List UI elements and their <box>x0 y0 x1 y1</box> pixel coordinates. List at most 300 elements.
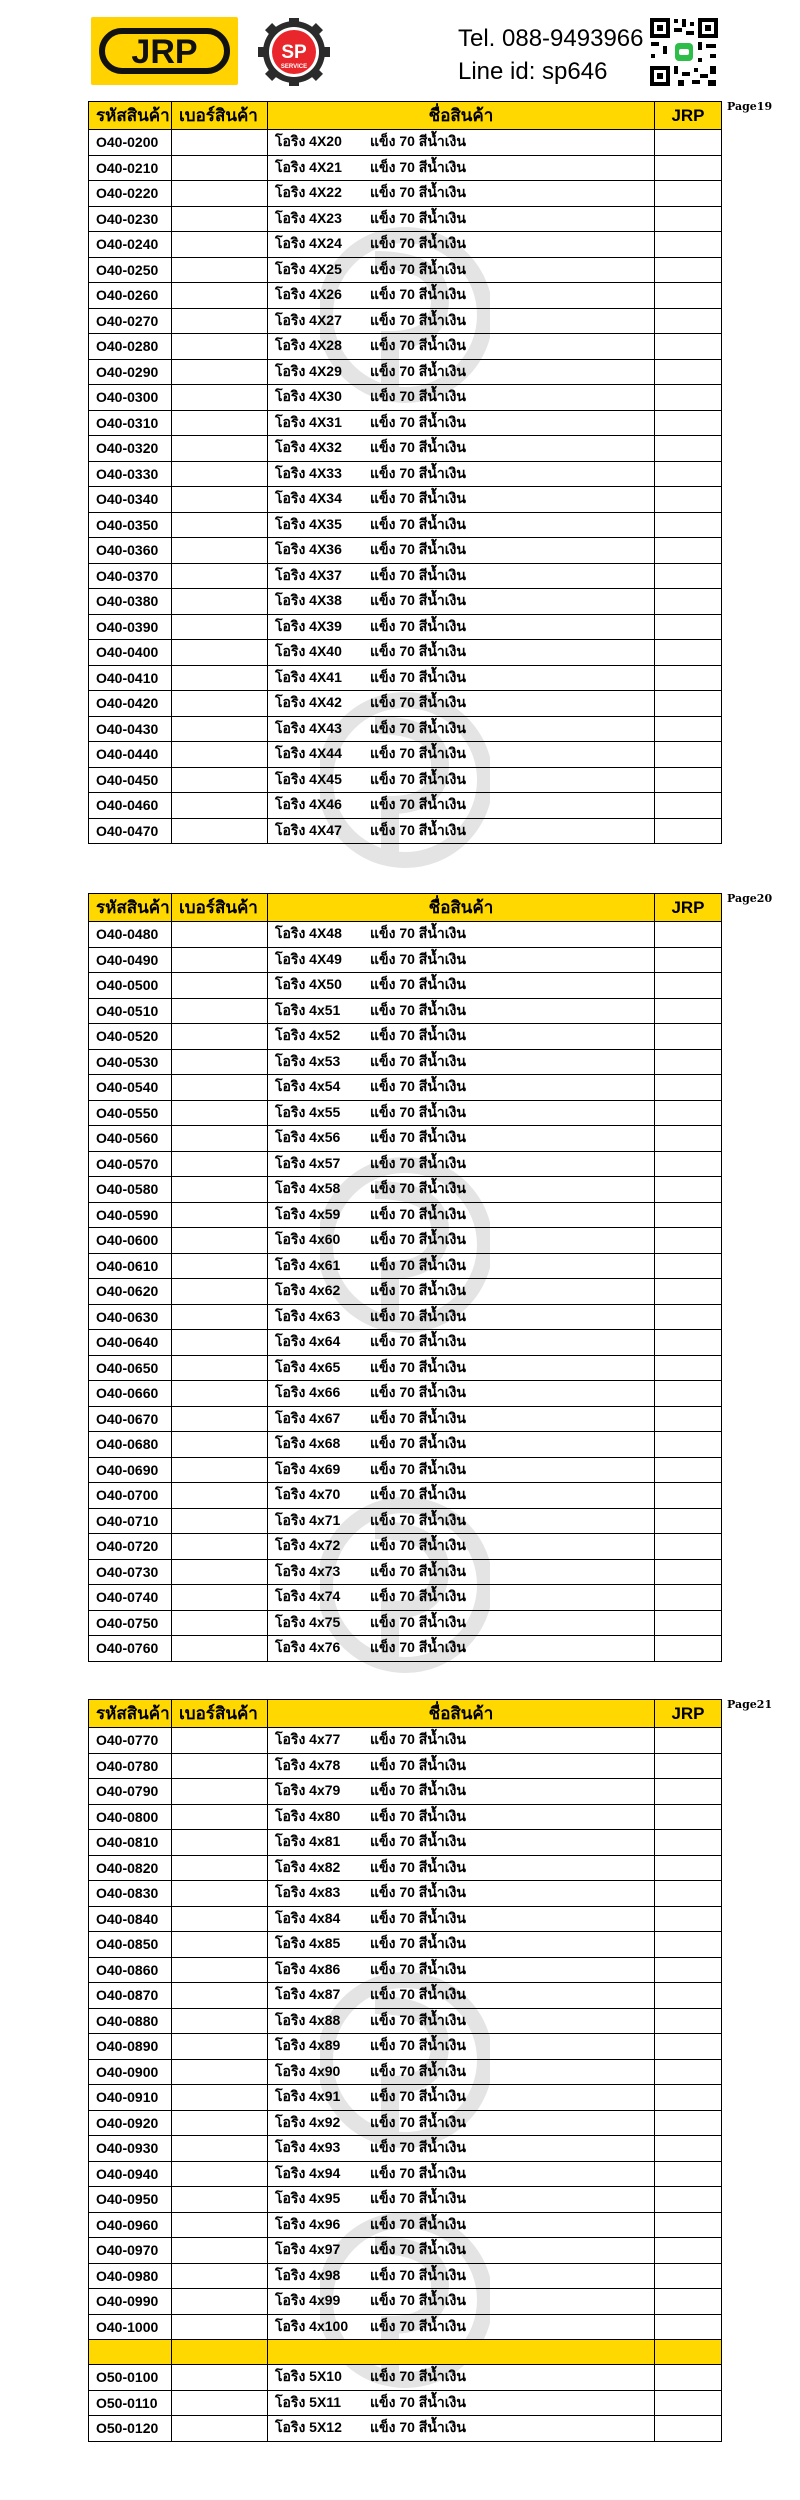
product-table-page <box>88 1699 721 2442</box>
product-code: O40-0210 <box>89 155 172 181</box>
product-code: O40-0710 <box>89 1508 172 1534</box>
jrp-value <box>655 589 722 615</box>
product-name <box>268 1177 655 1203</box>
product-code: O40-0950 <box>89 2187 172 2213</box>
product-name <box>268 998 655 1024</box>
product-name <box>268 614 655 640</box>
product-code: O40-0390 <box>89 614 172 640</box>
product-name <box>268 1075 655 1101</box>
product-code: O40-0820 <box>89 1855 172 1881</box>
product-spec: แข็ง 70 สีน้ำเงิน <box>370 2266 466 2283</box>
product-name <box>268 1355 655 1381</box>
product-spec: แข็ง 70 สีน้ำเงิน <box>370 1129 466 1146</box>
product-spec: แข็ง 70 สีน้ำเงิน <box>370 464 466 481</box>
product-code: O40-0300 <box>89 385 172 411</box>
jrp-value <box>655 1432 722 1458</box>
product-spec: แข็ง 70 สีน้ำเงิน <box>370 2368 466 2385</box>
table-row <box>89 973 722 999</box>
product-model: โอริง 4x91 <box>275 2088 341 2105</box>
jrp-value <box>655 742 722 768</box>
table-row <box>89 1228 722 1254</box>
product-model: โอริง 4x54 <box>275 1078 341 1095</box>
product-name <box>268 1304 655 1330</box>
jrp-value <box>655 1202 722 1228</box>
product-name <box>268 1508 655 1534</box>
jrp-value <box>655 716 722 742</box>
product-spec: แข็ง 70 สีน้ำเงิน <box>370 796 466 813</box>
product-model: โอริง 4X22 <box>275 184 342 201</box>
table-row <box>89 2034 722 2060</box>
column-header-jrp: JRP <box>655 102 722 130</box>
product-spec: แข็ง 70 สีน้ำเงิน <box>370 643 466 660</box>
product-model: โอริง 4X41 <box>275 668 342 685</box>
part-number <box>172 1957 268 1983</box>
part-number <box>172 563 268 589</box>
part-number <box>172 512 268 538</box>
product-code: O40-0880 <box>89 2008 172 2034</box>
product-name <box>268 589 655 615</box>
product-code: O40-0740 <box>89 1585 172 1611</box>
part-number <box>172 1177 268 1203</box>
jrp-value <box>655 2161 722 2187</box>
product-spec: แข็ง 70 สีน้ำเงิน <box>370 1782 466 1799</box>
product-spec: แข็ง 70 สีน้ำเงิน <box>370 1282 466 1299</box>
product-code: O40-0600 <box>89 1228 172 1254</box>
table-row <box>89 1126 722 1152</box>
jrp-value <box>655 998 722 1024</box>
product-code: O40-0330 <box>89 461 172 487</box>
product-name <box>268 155 655 181</box>
product-name <box>268 2263 655 2289</box>
part-number <box>172 691 268 717</box>
product-code: O40-0660 <box>89 1381 172 1407</box>
table-row <box>89 1728 722 1754</box>
product-spec: แข็ง 70 สีน้ำเงิน <box>370 133 466 150</box>
product-table <box>88 893 722 1662</box>
product-code: O40-0410 <box>89 665 172 691</box>
product-model: โอริง 4x85 <box>275 1935 341 1952</box>
product-model: โอริง 4X36 <box>275 541 342 558</box>
part-number <box>172 487 268 513</box>
product-model: โอริง 4x64 <box>275 1333 341 1350</box>
product-code: O40-0320 <box>89 436 172 462</box>
product-model: โอริง 4x73 <box>275 1562 341 1579</box>
table-row <box>89 2289 722 2315</box>
table-row <box>89 2314 722 2340</box>
part-number <box>172 410 268 436</box>
product-code: O40-0930 <box>89 2136 172 2162</box>
jrp-value <box>655 1304 722 1330</box>
product-spec: แข็ง 70 สีน้ำเงิน <box>370 311 466 328</box>
part-number <box>172 2212 268 2238</box>
product-name <box>268 640 655 666</box>
product-model: โอริง 4X43 <box>275 719 342 736</box>
jrp-value <box>655 2365 722 2391</box>
product-name <box>268 359 655 385</box>
product-model: โอริง 4x74 <box>275 1588 341 1605</box>
product-name <box>268 2059 655 2085</box>
product-name <box>268 1126 655 1152</box>
part-number <box>172 1304 268 1330</box>
product-model: โอริง 4X31 <box>275 413 342 430</box>
jrp-value <box>655 1024 722 1050</box>
product-code: O40-0250 <box>89 257 172 283</box>
table-row <box>89 614 722 640</box>
part-number <box>172 257 268 283</box>
product-spec: แข็ง 70 สีน้ำเงิน <box>370 1409 466 1426</box>
table-row <box>89 1534 722 1560</box>
product-name <box>268 767 655 793</box>
table-row <box>89 1957 722 1983</box>
table-row <box>89 359 722 385</box>
product-model: โอริง 4x80 <box>275 1807 341 1824</box>
product-name <box>268 487 655 513</box>
product-model: โอริง 4X23 <box>275 209 342 226</box>
product-code: O50-0120 <box>89 2416 172 2442</box>
product-spec: แข็ง 70 สีน้ำเงิน <box>370 1435 466 1452</box>
product-spec: แข็ง 70 สีน้ำเงิน <box>370 541 466 558</box>
jrp-value <box>655 1126 722 1152</box>
jrp-value <box>655 232 722 258</box>
product-code: O40-0400 <box>89 640 172 666</box>
page-number-label: Page21 <box>727 1698 773 1711</box>
product-spec: แข็ง 70 สีน้ำเงิน <box>370 490 466 507</box>
jrp-logo <box>91 17 238 85</box>
part-number <box>172 1753 268 1779</box>
product-table-page <box>88 893 721 1662</box>
jrp-value <box>655 1381 722 1407</box>
product-code: O40-0860 <box>89 1957 172 1983</box>
jrp-value <box>655 2390 722 2416</box>
jrp-value <box>655 922 722 948</box>
jrp-value <box>655 1075 722 1101</box>
product-model: โอริง 4x79 <box>275 1782 341 1799</box>
product-spec: แข็ง 70 สีน้ำเงิน <box>370 1358 466 1375</box>
table-row <box>89 2416 722 2442</box>
product-name <box>268 436 655 462</box>
product-code: O40-0620 <box>89 1279 172 1305</box>
product-name <box>268 2289 655 2315</box>
jrp-value <box>655 1508 722 1534</box>
product-model: โอริง 4x61 <box>275 1256 341 1273</box>
product-model: โอริง 4X47 <box>275 821 342 838</box>
table-row <box>89 1932 722 1958</box>
part-number <box>172 2238 268 2264</box>
part-number <box>172 130 268 156</box>
product-spec: แข็ง 70 สีน้ำเงิน <box>370 821 466 838</box>
product-model: โอริง 4X27 <box>275 311 342 328</box>
part-number <box>172 2416 268 2442</box>
product-name <box>268 2212 655 2238</box>
product-name <box>268 2365 655 2391</box>
product-model: โอริง 4x65 <box>275 1358 341 1375</box>
product-spec: แข็ง 70 สีน้ำเงิน <box>370 337 466 354</box>
part-number <box>172 2187 268 2213</box>
part-number <box>172 589 268 615</box>
product-code: O40-0370 <box>89 563 172 589</box>
table-row <box>89 487 722 513</box>
product-spec: แข็ง 70 สีน้ำเงิน <box>370 1935 466 1952</box>
product-model: โอริง 5X12 <box>275 2419 342 2436</box>
part-number <box>172 334 268 360</box>
product-code: O40-0840 <box>89 1906 172 1932</box>
part-number <box>172 2365 268 2391</box>
table-header-row <box>89 894 722 922</box>
product-spec: แข็ง 70 สีน้ำเงิน <box>370 1807 466 1824</box>
table-row <box>89 2365 722 2391</box>
table-row <box>89 410 722 436</box>
product-model: โอริง 4X24 <box>275 235 342 252</box>
sp-logo-text: SP <box>281 42 307 63</box>
product-code: O40-0470 <box>89 818 172 844</box>
part-number <box>172 1804 268 1830</box>
product-name <box>268 1855 655 1881</box>
part-number <box>172 2289 268 2315</box>
product-name <box>268 1559 655 1585</box>
product-model: โอริง 4X25 <box>275 260 342 277</box>
part-number <box>172 2059 268 2085</box>
jrp-value <box>655 2059 722 2085</box>
jrp-value <box>655 1957 722 1983</box>
product-spec: แข็ง 70 สีน้ำเงิน <box>370 719 466 736</box>
product-name <box>268 257 655 283</box>
part-number <box>172 1855 268 1881</box>
product-model: โอริง 4x84 <box>275 1909 341 1926</box>
product-spec: แข็ง 70 สีน้ำเงิน <box>370 1384 466 1401</box>
table-row <box>89 1304 722 1330</box>
table-row <box>89 640 722 666</box>
product-model: โอริง 4X50 <box>275 976 342 993</box>
product-spec: แข็ง 70 สีน้ำเงิน <box>370 1588 466 1605</box>
product-spec: แข็ง 70 สีน้ำเงิน <box>370 2037 466 2054</box>
product-spec: แข็ง 70 สีน้ำเงิน <box>370 2317 466 2334</box>
table-row <box>89 922 722 948</box>
part-number <box>172 1330 268 1356</box>
product-model: โอริง 4x57 <box>275 1154 341 1171</box>
product-name <box>268 2161 655 2187</box>
part-number <box>172 2110 268 2136</box>
jrp-value <box>655 1753 722 1779</box>
product-code: O40-0670 <box>89 1406 172 1432</box>
jrp-value <box>655 793 722 819</box>
product-code: O40-0800 <box>89 1804 172 1830</box>
jrp-value <box>655 283 722 309</box>
product-model: โอริง 4x82 <box>275 1858 341 1875</box>
product-model: โอริง 4x86 <box>275 1960 341 1977</box>
product-spec: แข็ง 70 สีน้ำเงิน <box>370 668 466 685</box>
product-name <box>268 283 655 309</box>
product-code: O40-0560 <box>89 1126 172 1152</box>
product-name <box>268 1253 655 1279</box>
jrp-value <box>655 1559 722 1585</box>
part-number <box>172 1202 268 1228</box>
jrp-value <box>655 1151 722 1177</box>
part-number <box>172 155 268 181</box>
product-code: O40-0420 <box>89 691 172 717</box>
jrp-value <box>655 385 722 411</box>
product-name <box>268 2416 655 2442</box>
jrp-value <box>655 563 722 589</box>
product-spec: แข็ง 70 สีน้ำเงิน <box>370 1613 466 1630</box>
column-header-product-name: ชื่อสินค้า <box>268 1700 655 1728</box>
product-spec: แข็ง 70 สีน้ำเงิน <box>370 515 466 532</box>
product-name <box>268 947 655 973</box>
table-row <box>89 793 722 819</box>
part-number <box>172 2161 268 2187</box>
product-spec: แข็ง 70 สีน้ำเงิน <box>370 1460 466 1477</box>
product-model: โอริง 4X38 <box>275 592 342 609</box>
jrp-value <box>655 2136 722 2162</box>
product-table <box>88 101 722 844</box>
part-number <box>172 1779 268 1805</box>
column-header-jrp: JRP <box>655 1700 722 1728</box>
product-spec: แข็ง 70 สีน้ำเงิน <box>370 617 466 634</box>
product-name <box>268 742 655 768</box>
table-row <box>89 1381 722 1407</box>
product-code: O40-0630 <box>89 1304 172 1330</box>
part-number <box>172 308 268 334</box>
product-model: โอริง 4X44 <box>275 745 342 762</box>
jrp-value <box>655 2238 722 2264</box>
product-code: O40-0230 <box>89 206 172 232</box>
product-spec: แข็ง 70 สีน้ำเงิน <box>370 1833 466 1850</box>
product-spec: แข็ง 70 สีน้ำเงิน <box>370 925 466 942</box>
part-number <box>172 206 268 232</box>
product-spec: แข็ง 70 สีน้ำเงิน <box>370 1486 466 1503</box>
table-row <box>89 589 722 615</box>
product-name <box>268 1534 655 1560</box>
product-name <box>268 181 655 207</box>
product-model: โอริง 4x81 <box>275 1833 341 1850</box>
part-number <box>172 1228 268 1254</box>
column-header-part-number: เบอร์สินค้า <box>172 894 268 922</box>
part-number <box>172 1881 268 1907</box>
part-number <box>172 998 268 1024</box>
jrp-value <box>655 1779 722 1805</box>
table-row <box>89 257 722 283</box>
table-row <box>89 2085 722 2111</box>
part-number <box>172 640 268 666</box>
jrp-value <box>655 512 722 538</box>
product-name <box>268 1906 655 1932</box>
product-spec: แข็ง 70 สีน้ำเงิน <box>370 413 466 430</box>
part-number <box>172 947 268 973</box>
table-row <box>89 665 722 691</box>
part-number <box>172 1559 268 1585</box>
jrp-value <box>655 640 722 666</box>
table-row <box>89 2187 722 2213</box>
product-spec: แข็ง 70 สีน้ำเงิน <box>370 1511 466 1528</box>
table-row <box>89 1804 722 1830</box>
part-number <box>172 818 268 844</box>
telephone-number: Tel. 088-9493966 <box>458 25 644 52</box>
part-number <box>172 2034 268 2060</box>
product-name <box>268 1779 655 1805</box>
product-spec: แข็ง 70 สีน้ำเงิน <box>370 2292 466 2309</box>
jrp-value <box>655 1483 722 1509</box>
product-model: โอริง 4x68 <box>275 1435 341 1452</box>
table-row <box>89 1406 722 1432</box>
product-code: O40-0530 <box>89 1049 172 1075</box>
product-code: O40-0440 <box>89 742 172 768</box>
part-number <box>172 1049 268 1075</box>
product-name <box>268 1636 655 1662</box>
table-row <box>89 2110 722 2136</box>
product-spec: แข็ง 70 สีน้ำเงิน <box>370 2113 466 2130</box>
product-name <box>268 410 655 436</box>
page-number-label: Page19 <box>727 100 773 113</box>
table-row <box>89 308 722 334</box>
jrp-value <box>655 1610 722 1636</box>
part-number <box>172 1906 268 1932</box>
product-code: O40-0280 <box>89 334 172 360</box>
table-row <box>89 2136 722 2162</box>
part-number <box>172 922 268 948</box>
product-spec: แข็ง 70 สีน้ำเงิน <box>370 2393 466 2410</box>
table-row <box>89 742 722 768</box>
product-name <box>268 665 655 691</box>
product-name <box>268 2085 655 2111</box>
table-row <box>89 2390 722 2416</box>
table-row <box>89 1855 722 1881</box>
product-model: โอริง 4x55 <box>275 1103 341 1120</box>
product-model: โอริง 4x99 <box>275 2292 341 2309</box>
part-number <box>172 2314 268 2340</box>
jrp-value <box>655 1855 722 1881</box>
table-row <box>89 1508 722 1534</box>
table-row <box>89 2161 722 2187</box>
table-row <box>89 1024 722 1050</box>
sp-service-logo <box>252 18 336 86</box>
product-model: โอริง 4X34 <box>275 490 342 507</box>
product-spec: แข็ง 70 สีน้ำเงิน <box>370 1537 466 1554</box>
product-model: โอริง 4x94 <box>275 2164 341 2181</box>
product-spec: แข็ง 70 สีน้ำเงิน <box>370 1027 466 1044</box>
part-number <box>172 359 268 385</box>
table-row <box>89 1330 722 1356</box>
product-spec: แข็ง 70 สีน้ำเงิน <box>370 1639 466 1656</box>
product-name <box>268 1432 655 1458</box>
table-row <box>89 155 722 181</box>
part-number <box>172 665 268 691</box>
table-row <box>89 1779 722 1805</box>
product-spec: แข็ง 70 สีน้ำเงิน <box>370 976 466 993</box>
product-model: โอริง 4x78 <box>275 1756 341 1773</box>
jrp-value <box>655 1457 722 1483</box>
table-row <box>89 2008 722 2034</box>
product-name <box>268 1406 655 1432</box>
product-spec: แข็ง 70 สีน้ำเงิน <box>370 1960 466 1977</box>
product-name <box>268 385 655 411</box>
column-header-jrp: JRP <box>655 894 722 922</box>
jrp-logo-text: JRP <box>131 33 198 71</box>
jrp-value <box>655 767 722 793</box>
product-spec: แข็ง 70 สีน้ำเงิน <box>370 1333 466 1350</box>
column-header-code: รหัสสินค้า <box>89 102 172 130</box>
qr-code-icon <box>648 16 720 88</box>
product-name <box>268 1830 655 1856</box>
product-spec: แข็ง 70 สีน้ำเงิน <box>370 1307 466 1324</box>
part-number <box>172 1483 268 1509</box>
jrp-value <box>655 1330 722 1356</box>
jrp-value <box>655 1228 722 1254</box>
product-code: O40-0220 <box>89 181 172 207</box>
product-name <box>268 2034 655 2060</box>
part-number <box>172 1126 268 1152</box>
part-number <box>172 2008 268 2034</box>
jrp-value <box>655 487 722 513</box>
product-name <box>268 922 655 948</box>
